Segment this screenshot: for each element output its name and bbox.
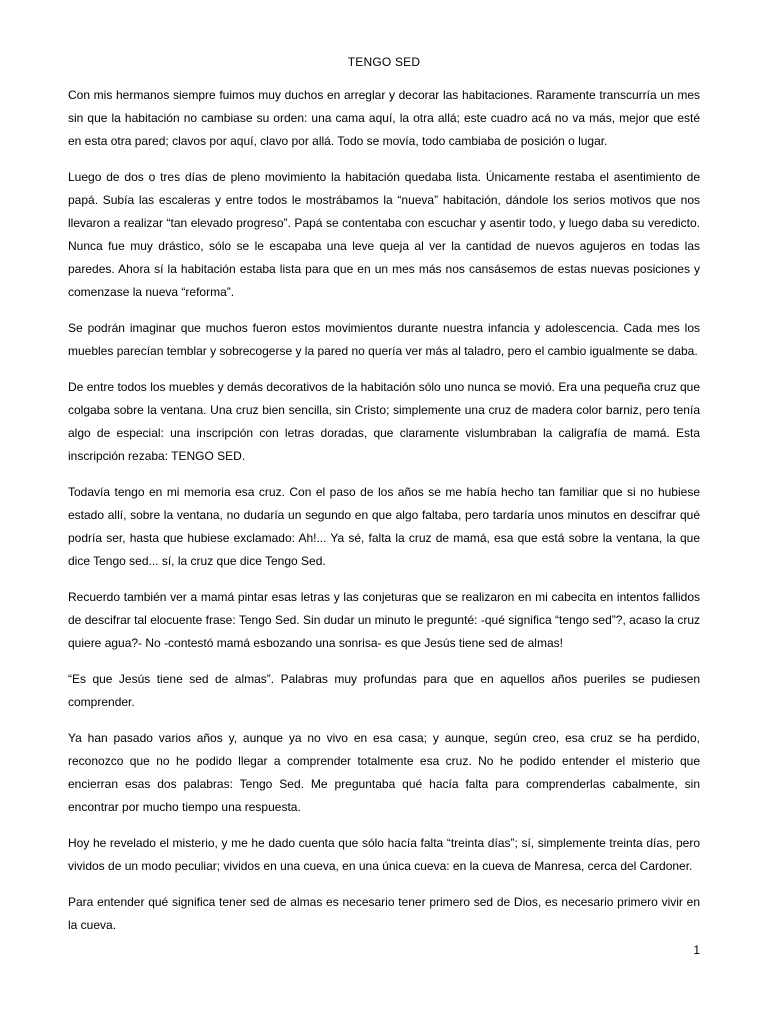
paragraph: Para entender qué significa tener sed de almas es necesario tener primero sed de Dios, es necesario primero vivir en la cueva.	[68, 895, 700, 932]
document-body	[68, 84, 700, 950]
paragraph: Luego de dos o tres días de pleno movimiento la habitación quedaba lista. Únicamente restaba el asentimiento de papá. Subía las escaleras y entre todos le mostrábamos la “nueva” habitación, dándole los serios motivos que nos llevaron a realizar “tan elevado progreso”. Papá se contentaba con escuchar y asentir todo, y luego daba su veredicto. Nunca fue muy drástico, sólo se le escapaba una leve queja al ver la cantidad de nuevos agujeros en todas las paredes. Ahora sí la habitación estaba lista para que en un mes más nos cansásemos de estas nuevas posiciones y comenzase la nueva “reforma”.	[68, 170, 700, 299]
paragraph: Se podrán imaginar que muchos fueron estos movimientos durante nuestra infancia y adolescencia. Cada mes los muebles parecían temblar y sobrecogerse y la pared no quería ver más al taladro, pero el cambio igualmente se daba.	[68, 321, 700, 358]
document-title: TENGO SED	[347, 55, 421, 69]
paragraph: Con mis hermanos siempre fuimos muy duchos en arreglar y decorar las habitaciones. Raramente transcurría un mes sin que la habitación no cambiase su orden: una cama aquí, la otra allá; este cuadro acá no va más, mejor que esté en esta otra pared; clavos por aquí, clavo por allá. Todo se movía, todo cambiaba de posición o lugar.	[68, 88, 700, 148]
paragraph: Hoy he revelado el misterio, y me he dado cuenta que sólo hacía falta “treinta días”; sí, simplemente treinta días, pero vividos de un modo peculiar; vividos en una cueva, en una única cueva: en la cueva de Manresa, cerca del Cardoner.	[68, 836, 700, 873]
paragraph: Todavía tengo en mi memoria esa cruz. Con el paso de los años se me había hecho tan familiar que si no hubiese estado allí, sobre la ventana, no dudaría un segundo en que algo faltaba, pero tardaría unos minutos en descifrar qué podría ser, hasta que hubiese exclamado: Ah!... Ya sé, falta la cruz de mamá, esa que está sobre la ventana, la que dice Tengo sed... sí, la cruz que dice Tengo Sed.	[68, 485, 700, 568]
paragraph: De entre todos los muebles y demás decorativos de la habitación sólo uno nunca se movió. Era una pequeña cruz que colgaba sobre la ventana. Una cruz bien sencilla, sin Cristo; simplemente una cruz de madera color barniz, pero tenía algo de especial: una inscripción con letras doradas, que claramente vislumbraban la caligrafía de mamá. Esta inscripción rezaba: TENGO SED.	[68, 380, 700, 463]
paragraph: “Es que Jesús tiene sed de almas”. Palabras muy profundas para que en aquellos años pueriles se pudiesen comprender.	[68, 672, 700, 709]
page-number: 1	[693, 943, 700, 957]
paragraph: Recuerdo también ver a mamá pintar esas letras y las conjeturas que se realizaron en mi cabecita en intentos fallidos de descifrar tal elocuente frase: Tengo Sed. Sin dudar un minuto le pregunté: -qué significa “tengo sed”?, acaso la cruz quiere agua?- No -contestó mamá esbozando una sonrisa- es que Jesús tiene sed de almas!	[68, 590, 700, 650]
paragraph: Ya han pasado varios años y, aunque ya no vivo en esa casa; y aunque, según creo, esa cruz se ha perdido, reconozco que no he podido llegar a comprender totalmente esa cruz. No he podido entender el misterio que encierran esas dos palabras: Tengo Sed. Me preguntaba qué hacía falta para comprenderlas cabalmente, sin encontrar por mucho tiempo una respuesta.	[68, 731, 700, 814]
